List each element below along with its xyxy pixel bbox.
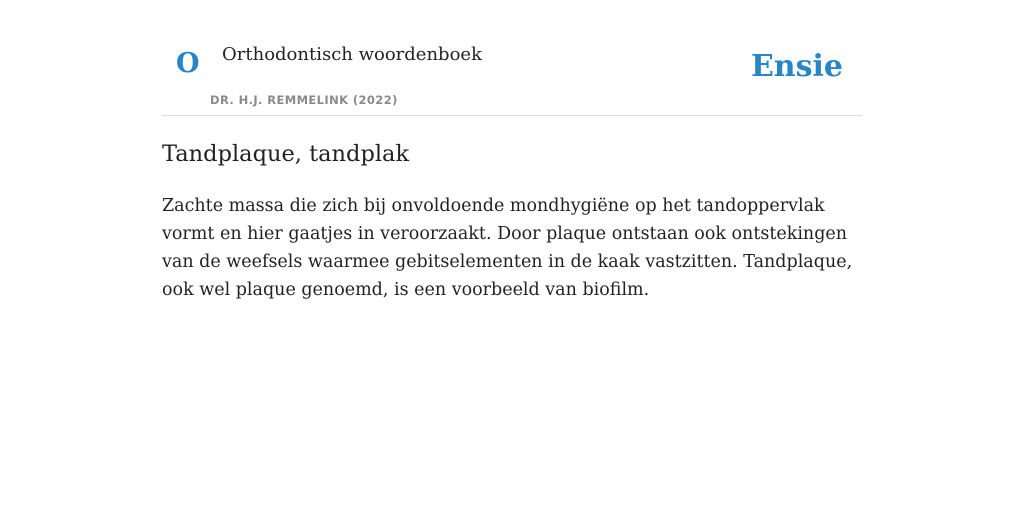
dictionary-header [162, 0, 862, 116]
dictionary-title[interactable]: Orthodontisch woordenboek [222, 44, 482, 65]
entry-definition: Zachte massa die zich bij onvoldoende mondhygiëne op het tandoppervlak vormt en hier gaatjes in veroorzaakt. Door plaque ontstaan ook ontstekingen van de weefsels waarmee gebitselementen in de kaak vastzitten. Tandplaque, ook wel plaque genoemd, is een voorbeeld van biofilm. [162, 196, 853, 300]
entry-term: Tandplaque, tandplak [162, 141, 410, 167]
dictionary-author: DR. H.J. REMMELINK (2022) [210, 93, 398, 107]
ensie-logo[interactable]: Ensie [750, 49, 843, 84]
letter-badge[interactable]: O [176, 48, 200, 79]
